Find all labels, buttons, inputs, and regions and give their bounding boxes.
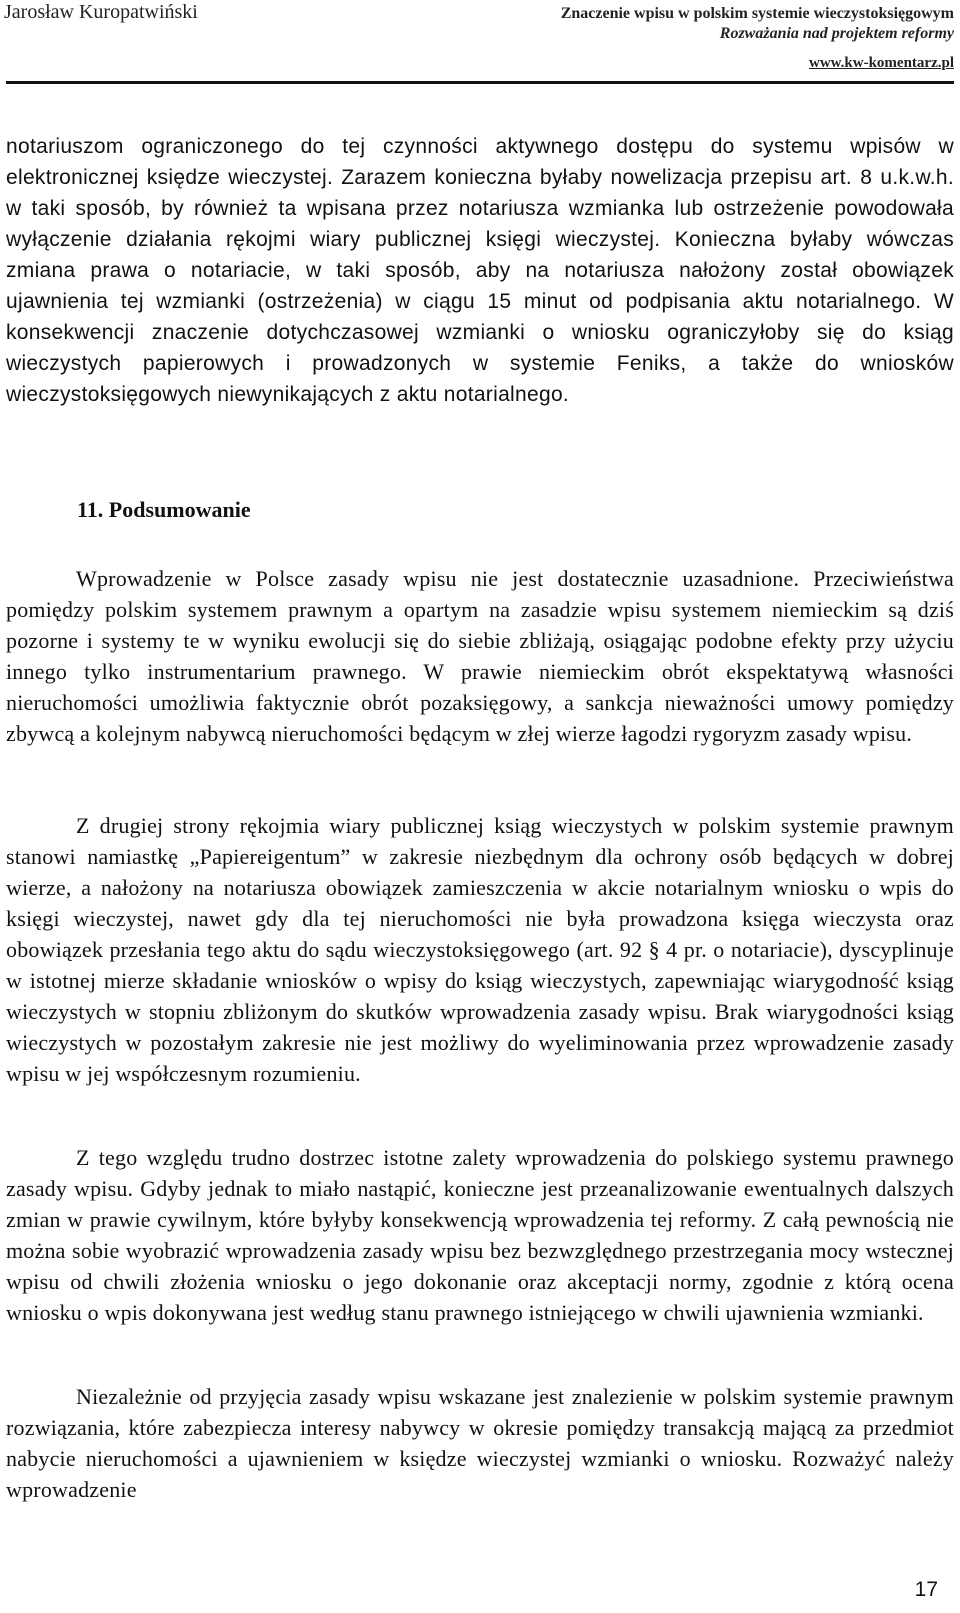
website-link[interactable]: www.kw-komentarz.pl (809, 55, 954, 71)
paragraph-4: Z tego względu trudno dostrzec istotne zalety wprowadzenia do polskiego systemu prawnego zasady wpisu. Gdyby jednak to miało nastąpić, konieczne jest przeanalizowanie ewentualnych dalszych zmian w prawie cywilnym, które byłyby konsekwencją wprowadzenia tej reformy. Z całą pewnością nie można sobie wyobrazić wprowadzenia zasady wpisu bez bezwzględnego przestrzegania mocy wstecznej wpisu od chwili złożenia wniosku o jego dokonanie oraz akceptacji normy, zgodnie z którą ocena wniosku o wpis dokonywana jest według stanu prawnego istniejącego w chwili ujawnienia wzmianki. (6, 1145, 954, 1325)
author-name: Jarosław Kuropatwiński (4, 1, 198, 23)
page-header (0, 0, 960, 84)
paragraph-3: Z drugiej strony rękojmia wiary publicznej ksiąg wieczystych w polskim systemie prawnym stanowi namiastkę „Papiereigentum” w zakresie niezbędnym dla ochrony osób będących w dobrej wierze, a nałożony na notariusza obowiązek zamieszczenia w akcie notarialnym wniosku o wpis do księgi wieczystej, nawet gdy dla tej nieruchomości nie była prowadzona księga wieczysta oraz obowiązek przesłania tego aktu do sądu wieczystoksięgowego (art. 92 § 4 pr. o notariacie), dyscyplinuje w istotnej mierze składanie wniosków o wpisy do ksiąg wieczystych, zapewniając wiarygodność ksiąg wieczystych w stopniu zbliżonym do skutków wprowadzenia zasady wpisu. Brak wiarygodności ksiąg wieczystych w pozostałym zakresie nie jest możliwy do wyeliminowania przez wprowadzenie zasady wpisu w jej współczesnym rozumieniu. (6, 813, 954, 1086)
paragraph-5: Niezależnie od przyjęcia zasady wpisu wskazane jest znalezienie w polskim systemie prawnym rozwiązania, które zabezpiecza interesy nabywcy w okresie pomiędzy transakcją mającą za przedmiot nabycie nieruchomości a ujawnieniem w księdze wieczystej wzmianki o wniosku. Rozważyć należy wprowadzenie (6, 1384, 954, 1502)
document-subtitle: Rozważania nad projektem reformy (719, 25, 954, 42)
page-number: 17 (914, 1578, 938, 1601)
document-title: Znaczenie wpisu w polskim systemie wieczystoksięgowym (560, 5, 954, 22)
header-divider (6, 81, 954, 84)
section-heading: 11. Podsumowanie (77, 497, 251, 522)
paragraph-1: notariuszom ograniczonego do tej czynności aktywnego dostępu do systemu wpisów w elektronicznej księdze wieczystej. Zarazem konieczna byłaby nowelizacja przepisu art. 8 u.k.w.h. w taki sposób, by również ta wpisana przez notariusza wzmianka lub ostrzeżenie powodowała wyłączenie działania rękojmi wiary publicznej księgi wieczystej. Konieczna byłaby wówczas zmiana prawa o notariacie, w taki sposób, aby na notariusza nałożony został obowiązek ujawnienia tej wzmianki (ostrzeżenia) w ciągu 15 minut od podpisania aktu notarialnego. W konsekwencji znaczenie dotychczasowej wzmianki o wniosku ograniczyłoby się do ksiąg wieczystych papierowych i prowadzonych w systemie Feniks, a także do wniosków wieczystoksięgowych niewynikających z aktu notarialnego. (6, 135, 954, 406)
paragraph-2: Wprowadzenie w Polsce zasady wpisu nie jest dostatecznie uzasadnione. Przeciwieństwa pomiędzy polskim systemem prawnym a opartym na zasadzie wpisu systemem niemieckim są dziś pozorne i systemy te w wyniku ewolucji się do siebie zbliżają, osiągając podobne efekty przy użyciu innego tylko instrumentarium prawnego. W prawie niemieckim obrót ekspektatywą własności nieruchomości umożliwia faktycznie obrót pozaksięgowy, a sankcja nieważności umowy pomiędzy zbywcą a kolejnym nabywcą nieruchomości będącym w złej wierze łagodzi rygoryzm zasady wpisu. (6, 566, 954, 746)
document-title-block (561, 4, 954, 44)
